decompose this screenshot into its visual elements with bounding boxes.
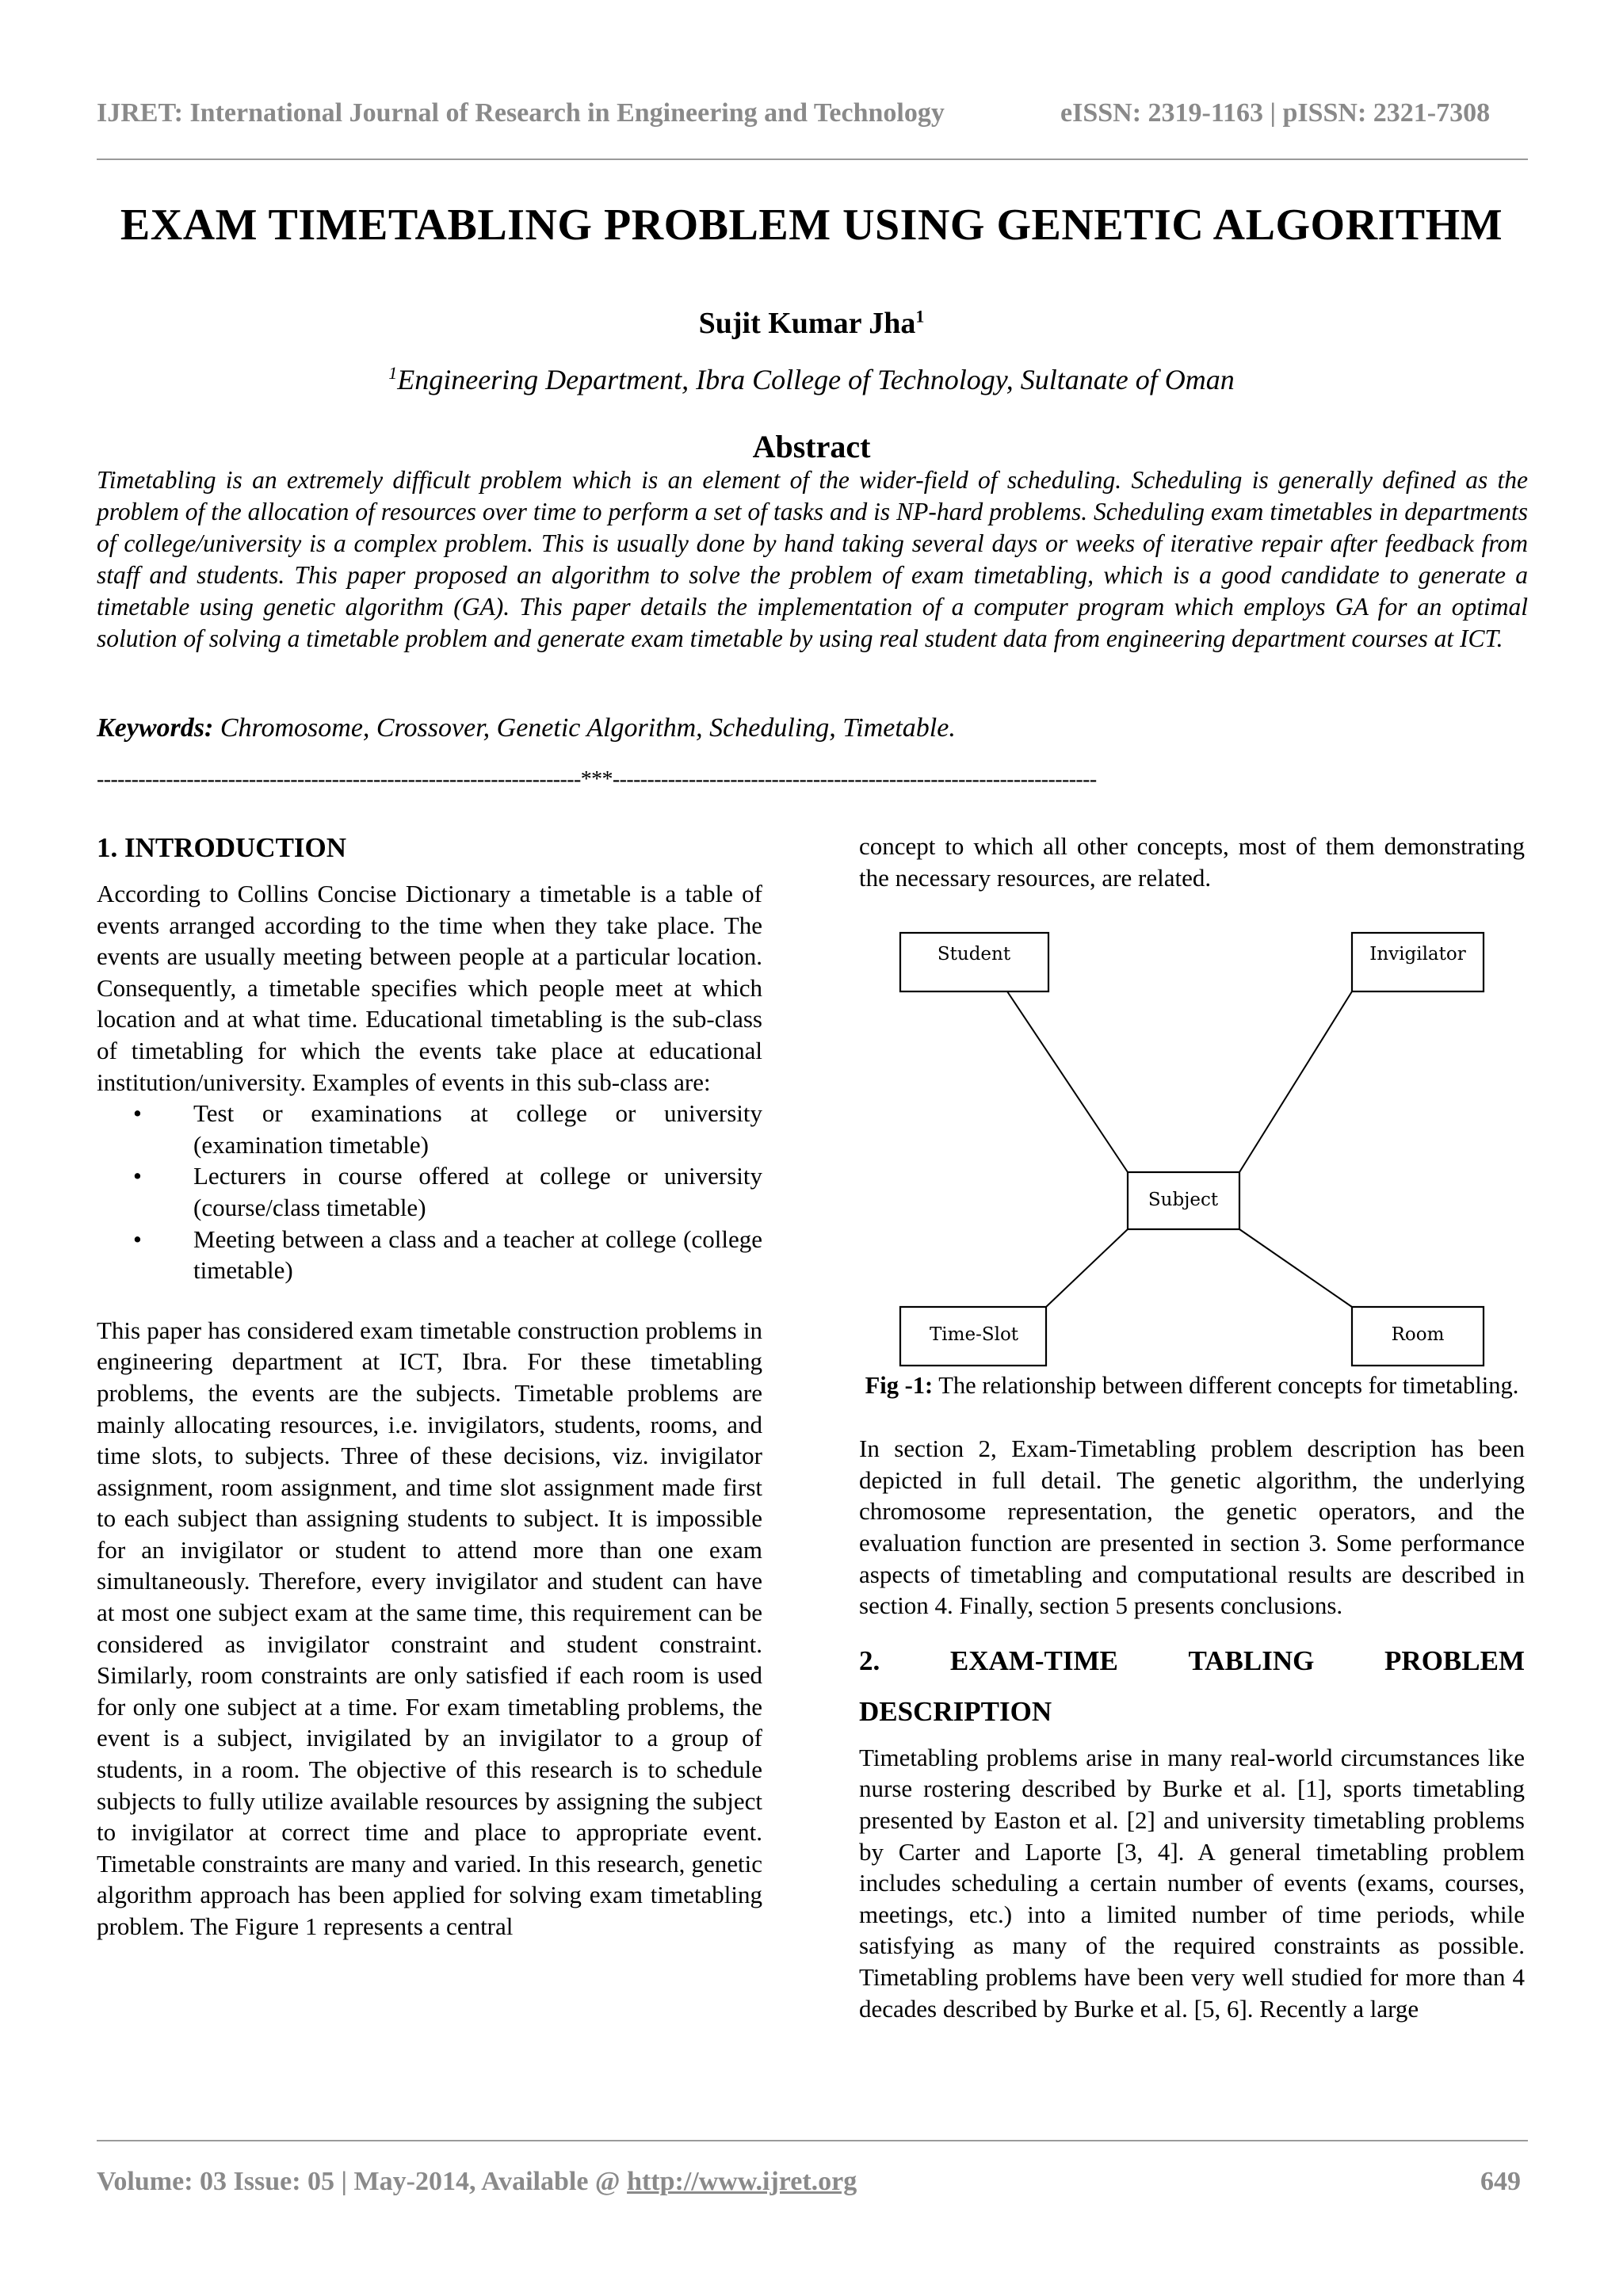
abstract-heading: Abstract [752,429,871,464]
outline-paragraph: In section 2, Exam-Timetabling problem description has been depicted in full detail. The genetic algorithm, the underlying chromosome representation, the genetic operators, and the evaluation function are presented in section 3. Some performance aspects of timetabling and computational results are described in section 4. Finally, section 5 presents conclusions. [859,1435,1525,1620]
affiliation [0,363,1623,396]
list-item-text: Meeting between a class and a teacher at college (college timetable) [193,1224,762,1285]
keywords-label: Keywords: [97,713,214,743]
footer-link[interactable]: http://www.ijret.org [627,2167,857,2196]
section2-heading-word: 2. [859,1645,880,1676]
figure-caption-label: Fig -1: [865,1372,934,1400]
abstract-body: Timetabling is an extremely difficult problem which is an element of the wider-field of scheduling. Scheduling is generally defined as the problem of the allocation of resources over time to perform a set of tasks and is NP-hard problems. Scheduling exam timetables in departments of college/university is a complex problem. This is usually done by hand taking several days or weeks of iterative repair after feedback from staff and students. This paper proposed an algorithm to solve the problem of exam timetabling, which is a good candidate to generate a timetable using genetic algorithm (GA). This paper details the implementation of a computer program which employs GA for an optimal solution of solving a timetable problem and generate exam timetable by using real student data from engineering department courses at ICT. [97,466,1528,652]
affiliation-sup: 1 [388,363,398,383]
right-column [859,831,1525,2024]
list-item [97,1224,762,1286]
footer-volume-text: Volume: 03 Issue: 05 | May-2014, Available @ [97,2167,628,2196]
list-item [97,1160,762,1223]
figure-caption-text: The relationship between different concepts for timetabling. [933,1372,1519,1400]
edge-invigilator-subject [1239,991,1352,1172]
section2-heading-line2: DESCRIPTION [859,1695,1052,1727]
issn-header: eISSN: 2319-1163 | pISSN: 2321-7308 [1060,98,1491,128]
bullet-icon: • [133,1099,142,1128]
list-item-text: Test or examinations at college or university (examination timetable) [193,1099,762,1159]
edge-subject-room [1239,1229,1352,1307]
list-item-text: Lecturers in course offered at college or university (course/class timetable) [193,1162,762,1221]
figure-1 [859,903,1525,1370]
journal-header: IJRET: International Journal of Research in Engineering and Technology [97,98,945,128]
bullet-icon: • [133,1162,142,1190]
section1-heading: 1. INTRODUCTION [97,832,347,863]
footer-rule [97,2140,1528,2141]
node-room-label: Room [1391,1324,1445,1346]
keywords-text: Chromosome, Crossover, Genetic Algorithm, Scheduling, Timetable. [213,713,956,743]
header-rule [97,159,1528,160]
page-number: 649 [1480,2167,1521,2196]
figure-caption [859,1370,1525,1401]
paper-title: EXAM TIMETABLING PROBLEM USING GENETIC ALGORITHM [120,201,1503,250]
problem-paragraph: This paper has considered exam timetable construction problems in engineering department at ICT, Ibra. For these timetabling problems, the events are the subjects. Timetable problems are mainly allocating resources, i.e. invigilators, students, rooms, and time slots, to subjects. Three of these decisions, viz. invigilator assignment, room assignment, and time slot assignment made first to each subject than assigning students to subject. It is impossible for an invigilator or student to attend more than one exam simultaneously. Therefore, every invigilator and student can have at most one subject exam at the same time, this requirement can be considered as invigilator constraint and student constraint. Similarly, room constraints are only satisfied if each room is used for only one subject at a time. For exam timetabling problems, the event is a subject, invigilated by an invigilator to a group of students, in a room. The objective of this research is to schedule subjects to fully utilize available resources by assigning the subject to invigilator at correct time and place to appropriate event. Timetable constraints are many and varied. In this research, genetic algorithm approach has been applied for solving exam timetabling problem. The Figure 1 represents a central [97,1316,762,1940]
author-sup: 1 [915,306,925,327]
list-item [97,1098,762,1160]
node-invigilator-label: Invigilator [1369,944,1466,965]
separator: ----------------------------------------------------------------------***---------------------------------------------------------------------- [97,767,1097,792]
author-name: Sujit Kumar Jha [698,307,916,340]
section2-heading-word: TABLING [1188,1645,1315,1676]
event-examples-list [97,1098,762,1286]
node-timeslot-label: Time-Slot [929,1324,1019,1346]
affiliation-text: Engineering Department, Ibra College of Technology, Sultanate of Oman [397,364,1235,395]
left-column [97,831,762,1943]
node-subject-label: Subject [1148,1190,1219,1211]
intro-paragraph: According to Collins Concise Dictionary a timetable is a table of events arranged according to the time when they take place. The events are usually meeting between people at a particular location. Consequently, a timetable specifies which people meet at which location and at what time. Educational timetabling is the sub-class of timetabling for which the events take place at educational institution/university. Examples of events in this sub-class are: [97,880,762,1096]
relationship-diagram [859,903,1525,1370]
keywords [97,713,1528,743]
edge-subject-timeslot [1046,1229,1128,1307]
section2-heading [859,1644,1525,1679]
author [0,306,1623,341]
section2-heading-word: EXAM-TIME [949,1645,1118,1676]
section2-paragraph: Timetabling problems arise in many real-world circumstances like nurse rostering described by Burke et al. [1], sports timetabling presented by Easton et al. [2] and university timetabling problems by Carter and Laporte [3, 4]. A general timetabling problem includes scheduling a certain number of events (exams, courses, meetings, etc.) into a limited number of time periods, while satisfying as many of the required constraints as possible. Timetabling problems have been very well studied for more than 4 decades described by Burke et al. [5, 6]. Recently a large [859,1743,1525,2023]
section2-heading-word: PROBLEM [1384,1645,1525,1676]
node-student-label: Student [937,944,1011,965]
bullet-icon: • [133,1224,142,1253]
footer-volume [97,2167,857,2197]
problem-paragraph-continued: concept to which all other concepts, most of them demonstrating the necessary resources, are related. [859,832,1525,892]
edge-student-subject [1007,991,1128,1172]
